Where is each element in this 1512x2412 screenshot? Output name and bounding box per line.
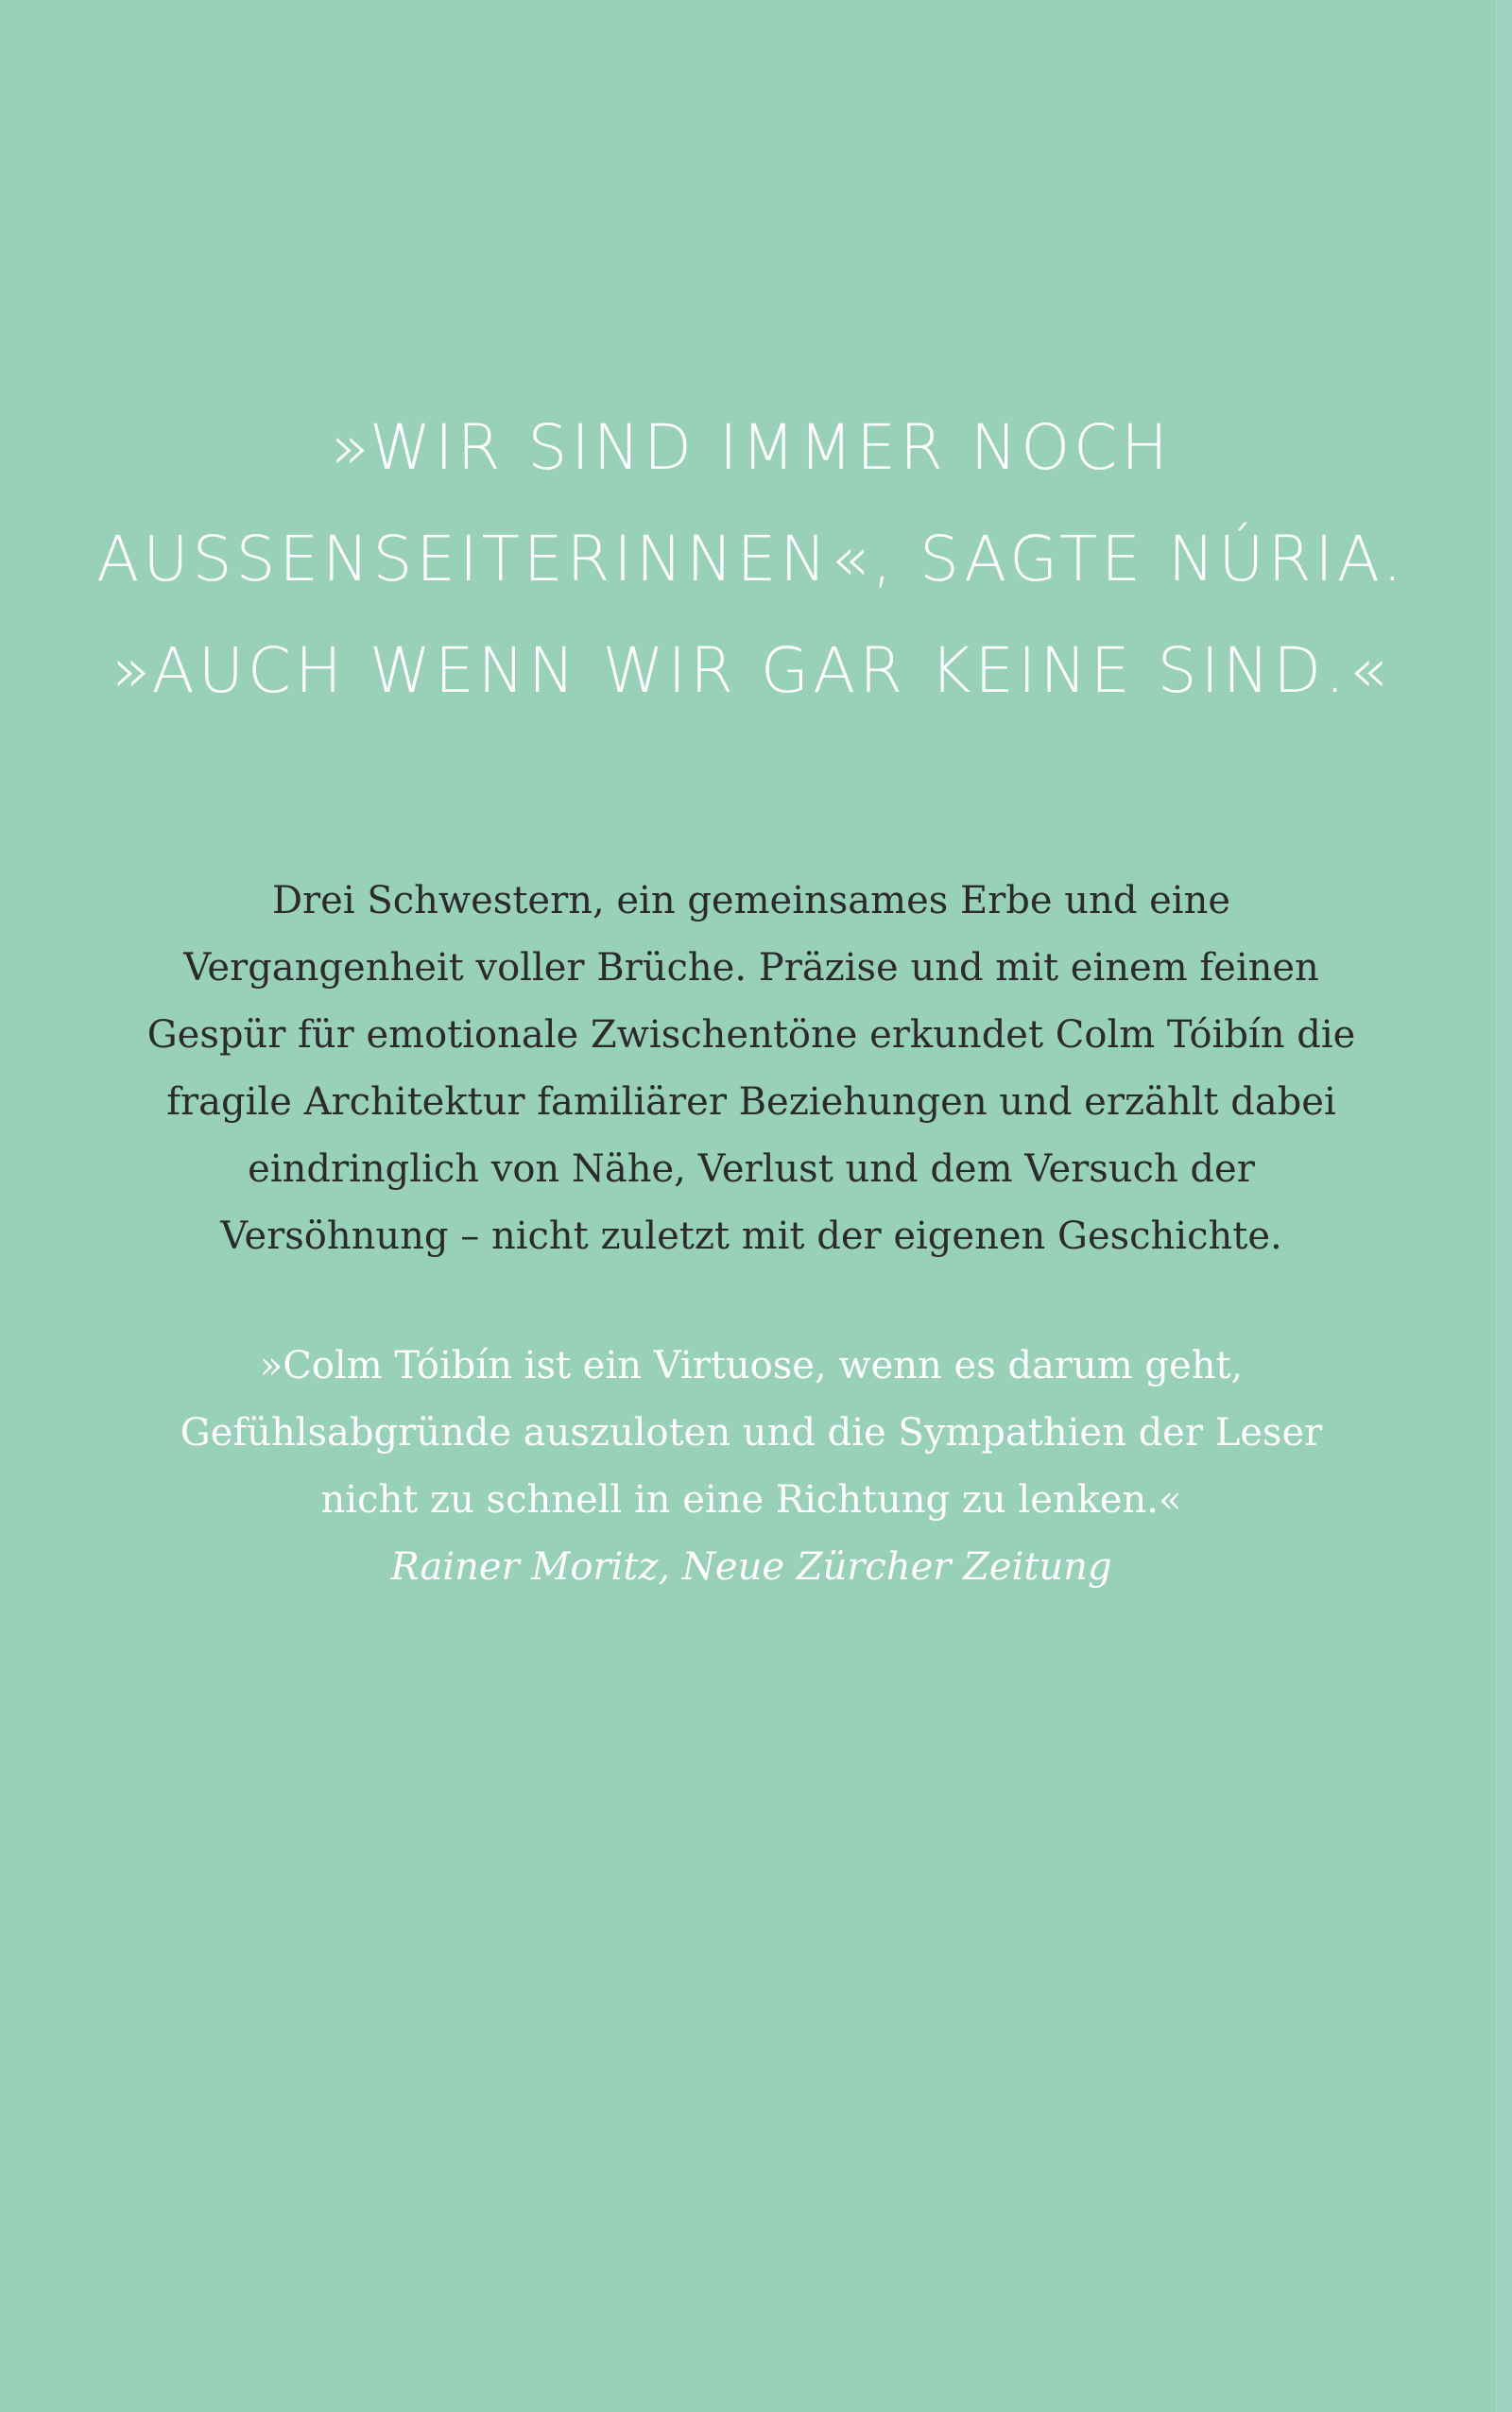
- blurb-line: Drei Schwestern, ein gemeinsames Erbe und eine: [271, 879, 1231, 922]
- headline-line: AUSSENSEITERINNEN«, SAGTE NÚRIA.: [96, 523, 1406, 595]
- headline-line: »AUCH WENN WIR GAR KEINE SIND.«: [112, 634, 1391, 707]
- blurb-text: [0, 868, 1503, 1270]
- review-line: nicht zu schnell in eine Richtung zu lenken.«: [320, 1478, 1182, 1522]
- blurb-line: eindringlich von Nähe, Verlust und dem Versuch der: [248, 1147, 1255, 1191]
- blurb-line: Vergangenheit voller Brüche. Präzise und mit einem feinen: [183, 946, 1319, 990]
- blurb-line: Versöhnung – nicht zuletzt mit der eigenen Geschichte.: [220, 1215, 1282, 1258]
- headline-line: »WIR SIND IMMER NOCH: [331, 411, 1172, 484]
- review-source: Rainer Moritz, Neue Zürcher Zeitung: [390, 1545, 1112, 1589]
- blurb-line: fragile Architektur familiärer Beziehungen und erzählt dabei: [166, 1080, 1336, 1124]
- blurb-line: Gespür für emotionale Zwischentöne erkundet Colm Tóibín die: [146, 1013, 1356, 1057]
- review-line: Gefühlsabgründe auszuloten und die Sympathien der Leser: [180, 1411, 1323, 1455]
- review-line: »Colm Tóibín ist ein Virtuose, wenn es darum geht,: [259, 1344, 1244, 1387]
- headline-quote: [0, 392, 1503, 727]
- review-quote: [0, 1333, 1503, 1601]
